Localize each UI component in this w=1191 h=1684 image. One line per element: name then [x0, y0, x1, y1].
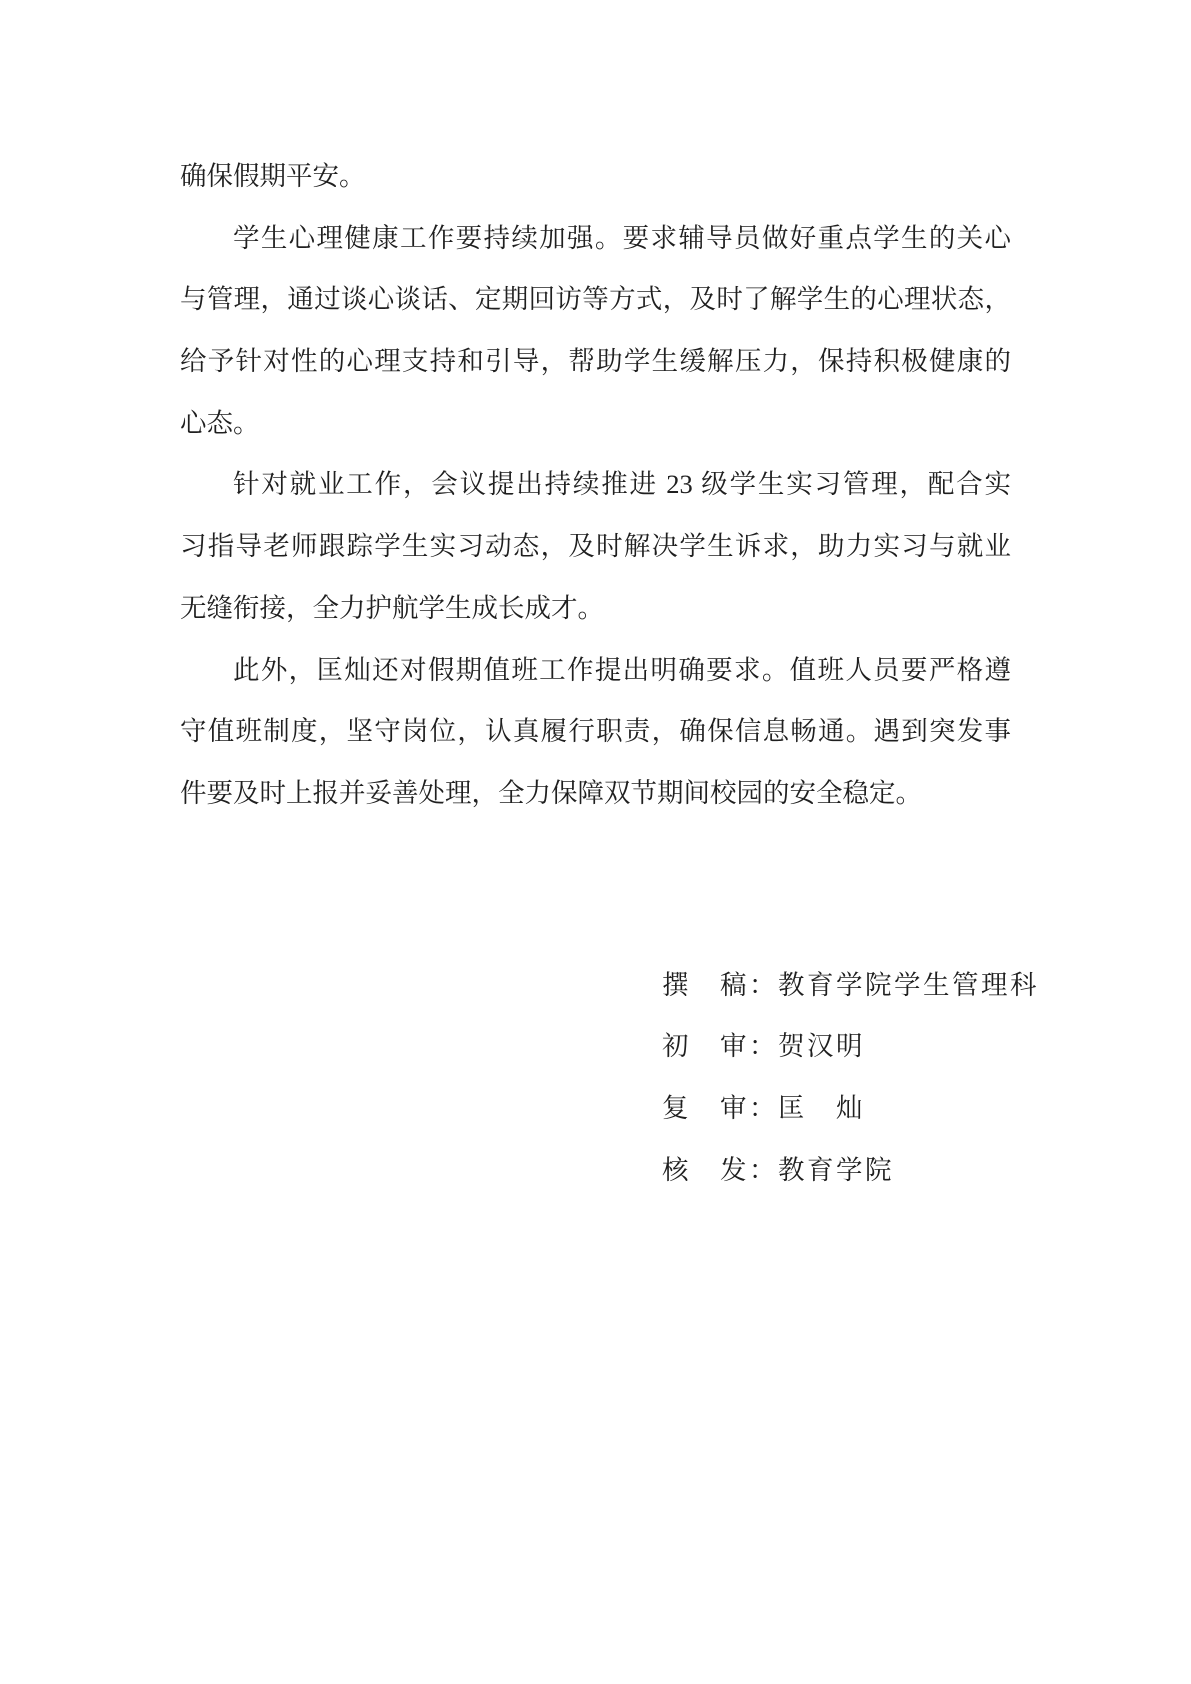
paragraph-continuation	[180, 146, 1011, 208]
document-body	[180, 146, 1039, 1201]
signoff-line-second-review: 复 审：匡 灿	[662, 1092, 865, 1123]
paragraph-employment	[180, 454, 1011, 639]
text-line: 件要及时上报并妥善处理，全力保障双节期间校园的安全稳定。	[180, 777, 922, 808]
text-line: 给予针对性的心理支持和引导，帮助学生缓解压力，保持积极健康的	[180, 346, 1011, 377]
signoff-line-first-review: 初 审：贺汉明	[662, 1031, 865, 1062]
text-line: 与管理，通过谈心谈话、定期回访等方式，及时了解学生的心理状态，	[180, 284, 1011, 315]
paragraph-mental-health	[180, 208, 1011, 455]
paragraph-duty	[180, 640, 1011, 825]
signoff-line-issuer: 核 发：教育学院	[662, 1154, 894, 1185]
text-line: 针对就业工作，会议提出持续推进 23 级学生实习管理，配合实	[233, 469, 1011, 500]
text-line: 此外，匡灿还对假期值班工作提出明确要求。值班人员要严格遵	[233, 654, 1011, 685]
signoff-line-drafter: 撰 稿：教育学院学生管理科	[662, 969, 1039, 1000]
text-line: 守值班制度，坚守岗位，认真履行职责，确保信息畅通。遇到突发事	[180, 716, 1011, 747]
signoff-block	[662, 955, 1039, 1202]
text-line: 习指导老师跟踪学生实习动态，及时解决学生诉求，助力实习与就业	[180, 531, 1011, 562]
text-line: 无缝衔接，全力护航学生成长成才。	[180, 592, 604, 623]
text-line: 学生心理健康工作要持续加强。要求辅导员做好重点学生的关心	[233, 222, 1011, 253]
text-line: 心态。	[180, 407, 260, 438]
text-line: 确保假期平安。	[180, 161, 366, 191]
